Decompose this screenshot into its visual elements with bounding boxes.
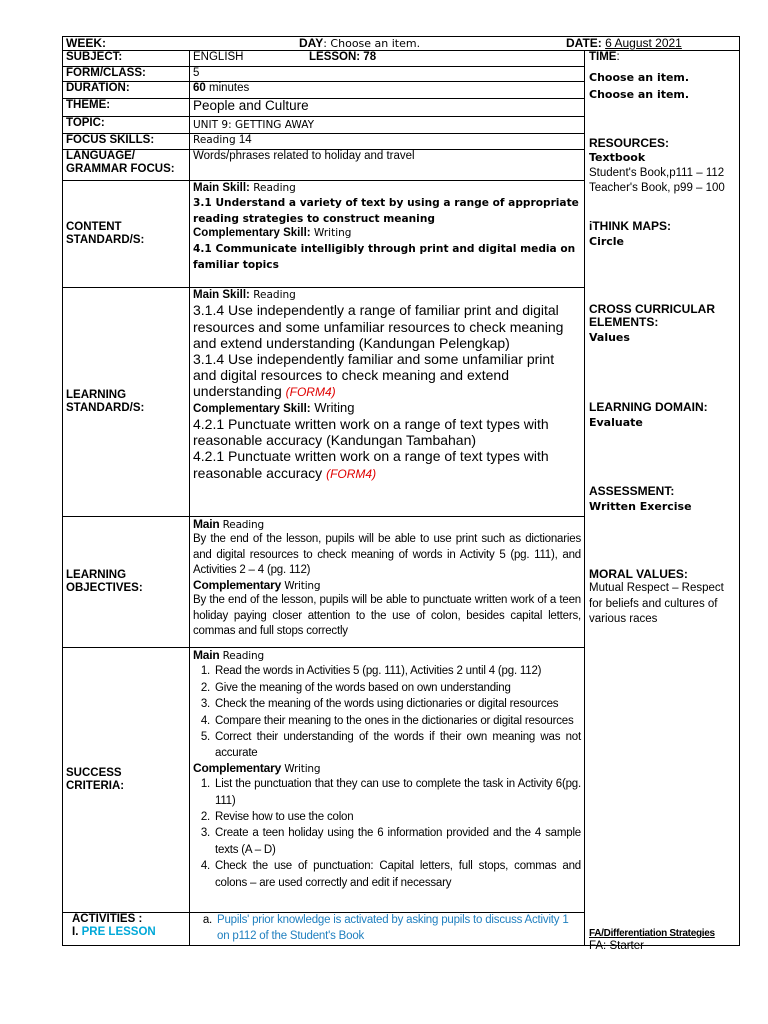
assessment-value: Written Exercise xyxy=(589,500,692,514)
criteria-item: 5. Correct their understanding of the words if their own meaning was not accurate xyxy=(213,729,581,762)
criteria-item: 3. Create a teen holiday using the 6 information provided and the 4 sample texts (A – D) xyxy=(213,825,581,858)
sc-comp-value: Writing xyxy=(281,762,321,775)
subject-row xyxy=(63,51,740,67)
learning-domain-label: LEARNING DOMAIN: xyxy=(589,400,708,414)
ls-item-4: 4.2.1 Punctuate written work on a range of text types with reasonable accuracy xyxy=(193,448,549,481)
lo-main-label: Main xyxy=(193,517,220,531)
side-panel xyxy=(585,51,740,946)
ls-item-3: 4.2.1 Punctuate written work on a range of text types with reasonable accuracy (Kandungan Tambahan) xyxy=(193,416,549,449)
pre-lesson-label: PRE LESSON xyxy=(81,926,156,939)
sc-main-label: Main xyxy=(193,648,220,662)
ls-item-1: 3.1.4 Use independently a range of familiar print and digital resources and some unfamiliar resources to check meaning and extend understanding (Kandungan Pelengkap) xyxy=(193,302,564,351)
day-label: DAY xyxy=(299,36,324,50)
focus-skill-number: 14 xyxy=(235,134,252,146)
assessment-label: ASSESSMENT: xyxy=(589,484,675,498)
week-label: WEEK: xyxy=(66,36,106,50)
activity-item-a-text: Pupils' prior knowledge is activated by asking pupils to discuss Activity 1 on p112 of the Student's Book xyxy=(217,914,569,942)
activities-label: ACTIVITIES : xyxy=(72,913,143,925)
criteria-item: 4. Compare their meaning to the ones in the dictionaries or digital resources xyxy=(213,713,581,729)
header-row xyxy=(63,37,740,51)
lo-comp-value: Writing xyxy=(281,579,321,592)
lo-comp-label: Complementary xyxy=(193,577,282,592)
date-label: DATE: xyxy=(566,36,602,50)
cs-comp-label: Complementary Skill: xyxy=(193,227,311,240)
cross-curricular-label-2: ELEMENTS: xyxy=(589,315,659,330)
moral-values-value: Mutual Respect – Respect for beliefs and cultures of various races xyxy=(589,582,724,626)
activities-roman: I. xyxy=(72,926,82,939)
activities-list xyxy=(193,913,581,944)
success-criteria-label-1: SUCCESS xyxy=(66,766,122,779)
ls-item-2: 3.1.4 Use independently familiar and some unfamiliar print and digital resources to check meaning and extend understanding xyxy=(193,351,555,400)
ls-item-4-tag: (FORM4) xyxy=(326,466,377,481)
criteria-item: 4. Check the use of punctuation: Capital letters, full stops, commas and colons – are used correctly and edit if necessary xyxy=(213,858,581,891)
cs-comp-text: 4.1 Communicate intelligibly through print and digital media on familiar topics xyxy=(193,242,576,271)
learning-objectives-label-2: OBJECTIVES: xyxy=(66,582,143,594)
learning-objectives-label-1: LEARNING xyxy=(66,568,127,581)
focus-skills-label: FOCUS SKILLS: xyxy=(63,134,190,150)
fa-value: FA: Starter xyxy=(589,940,644,952)
date-value: 6 August 2021 xyxy=(605,36,682,50)
criteria-item: 2. Give the meaning of the words based on own understanding xyxy=(213,680,581,696)
resource-students-book: Student's Book,p111 – 112 xyxy=(589,167,725,180)
cs-main-text: 3.1 Understand a variety of text by using a range of appropriate reading strategies to construct meaning xyxy=(193,197,579,226)
resources-label: RESOURCES: xyxy=(589,136,670,150)
ls-item-2-tag: (FORM4) xyxy=(285,385,336,400)
duration-number: 60 xyxy=(193,82,206,94)
moral-values-label: MORAL VALUES: xyxy=(589,567,688,581)
language-label-2: GRAMMAR FOCUS: xyxy=(66,163,175,176)
content-standard-label-2: STANDARD/S: xyxy=(66,234,145,246)
time-label: TIME xyxy=(589,51,617,63)
sc-main-list xyxy=(193,663,581,761)
sc-comp-list xyxy=(193,776,581,891)
criteria-item: 3. Check the meaning of the words using dictionaries or digital resources xyxy=(213,696,581,712)
time-select-1[interactable]: Choose an item. xyxy=(589,71,690,84)
lesson-label: LESSON: 78 xyxy=(309,51,377,63)
time-colon: : xyxy=(616,51,620,63)
ls-main-value: Reading xyxy=(249,289,296,301)
ithink-value: Circle xyxy=(589,235,625,249)
language-value: Words/phrases related to holiday and travel xyxy=(190,150,585,181)
lesson-plan-sheet xyxy=(62,36,739,952)
time-select-2[interactable]: Choose an item. xyxy=(589,88,690,101)
language-label-1: LANGUAGE/ xyxy=(66,150,135,162)
subject-label: SUBJECT: xyxy=(63,51,190,67)
theme-label: THEME: xyxy=(63,99,190,117)
learning-domain-value: Evaluate xyxy=(589,416,643,430)
sc-main-value: Reading xyxy=(219,650,264,662)
form-class-label: FORM/CLASS: xyxy=(63,67,190,82)
criteria-item: 1. List the punctuation that they can use to complete the task in Activity 6(pg. 111) xyxy=(213,776,581,809)
ithink-label: iTHINK MAPS: xyxy=(589,219,671,233)
topic-label: TOPIC: xyxy=(63,117,190,134)
date-field[interactable] xyxy=(566,37,682,50)
criteria-item: 2. Revise how to use the colon xyxy=(213,809,581,825)
fa-heading: FA/Differentiation Strategies xyxy=(589,928,715,939)
cs-comp-value: Writing xyxy=(310,227,352,240)
day-field[interactable] xyxy=(299,37,420,50)
lo-main-text: By the end of the lesson, pupils will be able to use print such as dictionaries and digital resources to check meaning of words in Activity 5 (pg. 111), and Activities 2 – 4 (pg. 112) xyxy=(193,533,581,577)
topic-value: UNIT 9: GETTING AWAY xyxy=(190,117,585,134)
content-standard-label-1: CONTENT xyxy=(66,220,122,233)
cross-curricular-value: Values xyxy=(589,330,630,344)
lo-comp-text: By the end of the lesson, pupils will be able to punctuate written work of a teen holiday paying closer attention to the use of colon, besides capital letters, commas and full stops correctly xyxy=(193,594,581,638)
fa-box xyxy=(585,928,743,953)
duration-label: DURATION: xyxy=(63,82,190,99)
cross-curricular-label-1: CROSS CURRICULAR xyxy=(589,302,715,316)
lesson-plan-table xyxy=(62,36,740,946)
cs-main-value: Reading xyxy=(249,182,296,194)
form-class-value: 5 xyxy=(190,67,585,82)
ls-comp-label: Complementary Skill: xyxy=(193,402,311,415)
lo-main-value: Reading xyxy=(219,519,264,531)
theme-value: People and Culture xyxy=(190,99,585,117)
activity-item-a xyxy=(215,913,581,944)
subject-value: ENGLISH xyxy=(193,51,244,63)
criteria-item: 1. Read the words in Activities 5 (pg. 111), Activities 2 until 4 (pg. 112) xyxy=(213,663,581,679)
success-criteria-label-2: CRITERIA: xyxy=(66,780,125,792)
learning-standard-label-1: LEARNING xyxy=(66,388,127,401)
ls-comp-value: Writing xyxy=(310,399,355,415)
sc-comp-label: Complementary xyxy=(193,760,282,775)
cs-main-label: Main Skill: xyxy=(193,182,250,194)
resource-textbook: Textbook xyxy=(589,151,646,165)
focus-skill-reading: Reading xyxy=(193,134,236,146)
ls-main-label: Main Skill: xyxy=(193,289,250,301)
resource-teachers-book: Teacher's Book, p99 – 100 xyxy=(589,182,725,195)
learning-standard-label-2: STANDARD/S: xyxy=(66,402,145,414)
day-value: : Choose an item. xyxy=(323,37,421,50)
duration-unit: minutes xyxy=(205,82,250,94)
